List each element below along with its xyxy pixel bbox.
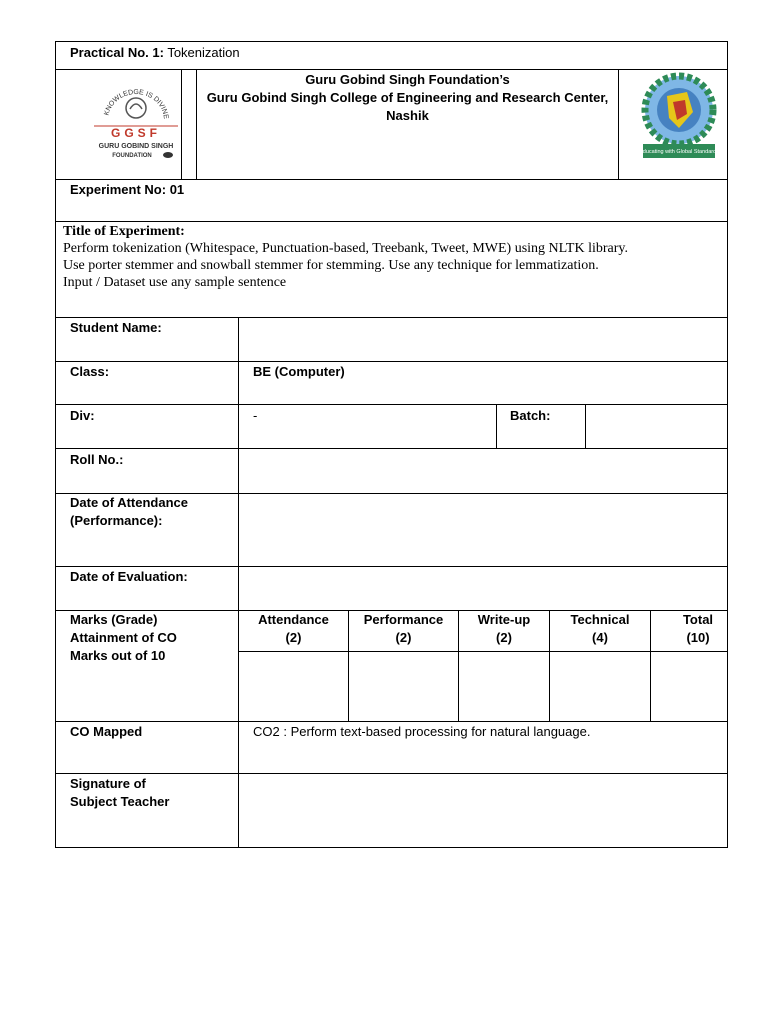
- class-value: BE (Computer): [253, 364, 345, 379]
- marks-col-total: [668, 611, 728, 647]
- college-name: Guru Gobind Singh College of Engineering and Research Center,: [206, 90, 609, 105]
- signature-field: [239, 774, 727, 847]
- batch-field: [586, 405, 727, 448]
- experiment-number: 01: [169, 182, 185, 197]
- practical-title: Tokenization: [167, 45, 240, 60]
- border-experiment-bottom: [55, 221, 727, 222]
- border-header-logo-right: [618, 69, 619, 179]
- marks-col-attendance: [239, 611, 348, 647]
- marks-col-max: (2): [395, 630, 412, 645]
- class-label: Class:: [70, 364, 110, 379]
- marks-col-max: (10): [686, 630, 710, 645]
- experiment-label: Experiment No:: [70, 182, 167, 197]
- border-marks-header-bottom: [238, 651, 727, 652]
- co-mapped-label: CO Mapped: [70, 724, 143, 739]
- practical-heading: [70, 44, 240, 62]
- college-logo: [638, 72, 720, 160]
- roll-field: [239, 449, 727, 493]
- marks-col-name: Performance: [363, 612, 444, 627]
- co-mapped-value: CO2 : Perform text-based processing for natural language.: [253, 724, 591, 739]
- marks-col-max: (4): [592, 630, 608, 645]
- marks-col-writeup: [459, 611, 549, 647]
- marks-col-max: (2): [496, 630, 512, 645]
- college-city: Nashik: [386, 108, 429, 123]
- foundation-name: Guru Gobind Singh Foundation’s: [305, 72, 510, 87]
- logo-tagline: Educating with Global Standards: [639, 149, 719, 155]
- batch-label: Batch:: [510, 408, 551, 423]
- border-marks-col4: [650, 610, 651, 721]
- student-name-field: [239, 318, 727, 361]
- date-attendance-field: [239, 494, 727, 566]
- border-bottom: [55, 847, 728, 848]
- experiment-heading: [70, 181, 184, 199]
- title-label: Title of Experiment:: [63, 224, 185, 239]
- title-line-2: Use porter stemmer and snowball stemmer for stemming. Use any technique for lemmatization.: [63, 258, 599, 273]
- student-name-label: Student Name:: [70, 320, 162, 335]
- logo-line2: FOUNDATION: [112, 153, 152, 159]
- border-top: [55, 41, 727, 42]
- marks-col-name: Write-up: [477, 612, 531, 627]
- marks-col-name: Total: [682, 612, 714, 627]
- signature-label: Signature of Subject Teacher: [70, 776, 170, 809]
- border-header-bottom: [55, 179, 727, 180]
- roll-label: Roll No.:: [70, 452, 124, 467]
- date-evaluation-field: [239, 567, 727, 610]
- marks-col-performance: [349, 611, 458, 647]
- date-attendance-label: Date of Attendance (Performance):: [70, 495, 188, 528]
- border-batch-left: [496, 404, 497, 448]
- logo-ring-text: KNOWLEDGE IS DIVINE: [103, 88, 170, 120]
- border-marks-bottom: [55, 721, 727, 722]
- marks-col-name: Attendance: [258, 612, 329, 627]
- logo-line1: GURU GOBIND SINGH: [98, 143, 174, 150]
- marks-col-name: Technical: [570, 612, 630, 627]
- marks-label: Marks (Grade) Attainment of CO Marks out of 10: [70, 612, 177, 663]
- border-left: [55, 41, 56, 847]
- ggsf-logo: [88, 82, 184, 162]
- title-line-1: Perform tokenization (Whitespace, Punctuation-based, Treebank, Tweet, MWE) using NLTK library.: [63, 241, 628, 256]
- marks-col-max: (2): [285, 630, 302, 645]
- border-right: [727, 41, 728, 847]
- title-line-3: Input / Dataset use any sample sentence: [63, 275, 287, 290]
- practical-label: Practical No. 1:: [70, 45, 164, 60]
- logo-acronym: GGSF: [110, 126, 162, 140]
- div-label: Div:: [70, 408, 95, 423]
- div-value: -: [253, 408, 258, 423]
- marks-col-technical: [550, 611, 650, 647]
- date-evaluation-label: Date of Evaluation:: [70, 569, 188, 584]
- border-student-bottom: [55, 361, 727, 362]
- border-header-top: [55, 69, 727, 70]
